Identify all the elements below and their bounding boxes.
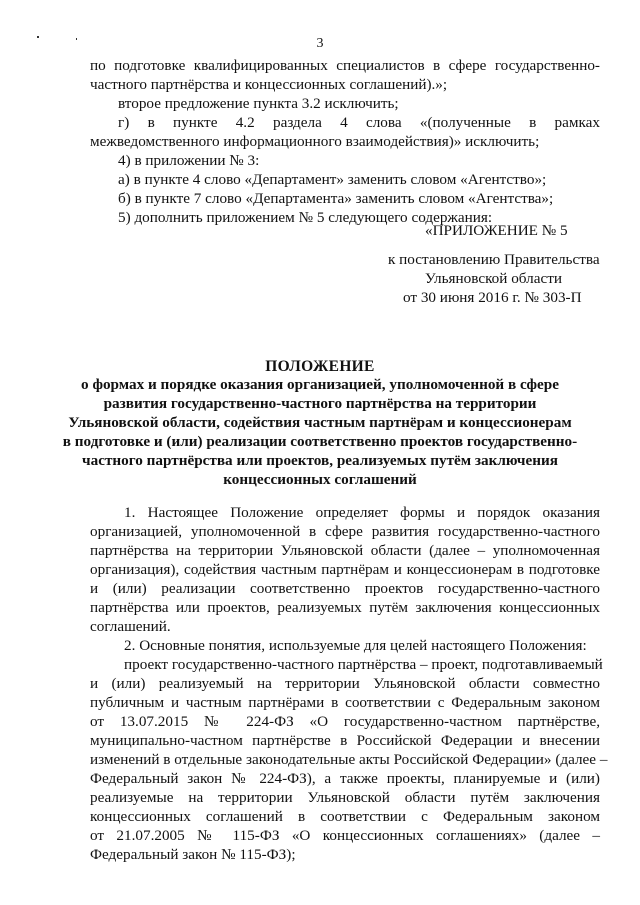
appendix-label: «ПРИЛОЖЕНИЕ № 5 xyxy=(425,222,568,239)
subtitle-line: концессионных соглашений xyxy=(223,471,417,488)
body-line: реализуемые на территории Ульяновской области путём заключения xyxy=(90,789,600,806)
subtitle-line: частного партнёрства или проектов, реализуемых путём заключения xyxy=(82,452,558,469)
body-line: партнёрства на территории Ульяновской области (далее – уполномоченная xyxy=(90,542,600,559)
text-line: г) в пункте 4.2 раздела 4 слова «(полученные в рамках xyxy=(118,114,600,131)
text-line: б) в пункте 7 слово «Департамента» заменить словом «Агентства»; xyxy=(118,190,554,207)
body-line: и (или) реализации соответственно проектов государственно-частного xyxy=(90,580,600,597)
text-line: межведомственного информационного взаимодействия)» исключить; xyxy=(90,133,540,150)
text-line: 4) в приложении № 3: xyxy=(118,152,260,169)
appendix-line: от 30 июня 2016 г. № 303-П xyxy=(403,289,582,306)
body-line: соглашений. xyxy=(90,618,171,635)
subtitle-line: о формах и порядке оказания организацией, уполномоченной в сфере xyxy=(81,376,559,393)
body-line: концессионных соглашений в соответствии с Федеральным законом xyxy=(90,808,600,825)
subtitle-line: Ульяновской области, содействия частным партнёрам и концессионерам xyxy=(68,414,572,431)
page-number: 3 xyxy=(316,36,324,51)
appendix-line: Ульяновской области xyxy=(425,270,562,287)
body-line: организация), содействия частным партнёрам и концессионерам в подготовке xyxy=(90,561,600,578)
subtitle-line: в подготовке и (или) реализации соответственно проектов государственно- xyxy=(62,433,578,450)
body-line: организацией, уполномоченной в сфере развития государственно-частного xyxy=(90,523,600,540)
body-line: муниципально-частном партнёрстве в Российской Федерации и внесении xyxy=(90,732,600,749)
body-line: публичным и частным партнёрами в соответствии с Федеральным законом xyxy=(90,694,600,711)
document-title: ПОЛОЖЕНИЕ xyxy=(265,358,375,375)
body-line: 2. Основные понятия, используемые для целей настоящего Положения: xyxy=(124,637,587,654)
text-line: по подготовке квалифицированных специалистов в сфере государственно- xyxy=(90,57,600,74)
body-line: и (или) реализуемый на территории Ульяновской области совместно xyxy=(90,675,600,692)
subtitle-line: развития государственно-частного партнёрства на территории xyxy=(103,395,537,412)
body-line: от 21.07.2005 № 115-ФЗ «О концессионных соглашениях» (далее – xyxy=(90,827,600,844)
appendix-line: к постановлению Правительства xyxy=(388,251,600,268)
body-line: Федеральный закон № 115-ФЗ); xyxy=(90,846,296,863)
body-line: проект государственно-частного партнёрства – проект, подготавливаемый xyxy=(124,656,603,673)
text-line: частного партнёрства и концессионных соглашений).»; xyxy=(90,76,448,93)
body-line: Федеральный закон № 224-ФЗ), а также проекты, планируемые и (или) xyxy=(90,770,600,787)
body-line: 1. Настоящее Положение определяет формы и порядок оказания xyxy=(124,504,600,521)
body-line: от 13.07.2015 № 224-ФЗ «О государственно-частном партнёрстве, xyxy=(90,713,600,730)
text-line: а) в пункте 4 слово «Департамент» заменить словом «Агентство»; xyxy=(118,171,547,188)
text-line: второе предложение пункта 3.2 исключить; xyxy=(118,95,399,112)
body-line: партнёрства или проектов, реализуемых путём заключения концессионных xyxy=(90,599,600,616)
body-line: изменений в отдельные законодательные акты Российской Федерации» (далее – xyxy=(90,751,608,768)
text-line: 5) дополнить приложением № 5 следующего содержания: xyxy=(118,209,493,226)
